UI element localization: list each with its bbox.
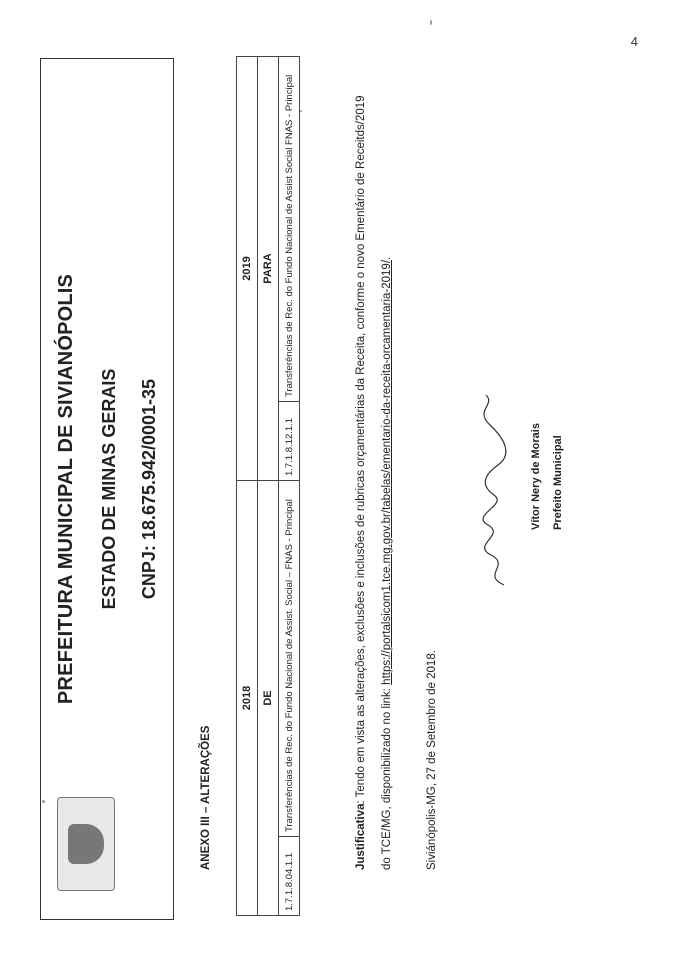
signatory-role: Prefeito Municipal <box>552 435 564 530</box>
code-to: 1.7.1.8.12.1.1 <box>279 402 300 481</box>
code-from: 1.7.1.8.04.1.1 <box>279 837 300 916</box>
table-row <box>279 57 300 916</box>
link-suffix: . <box>381 256 393 260</box>
justification-label: Justificativa <box>355 803 367 870</box>
state-title: ESTADO DE MINAS GERAIS <box>99 368 119 610</box>
letterhead <box>40 58 174 920</box>
municipality-title: PREFEITURA MUNICIPAL DE SIVIANÓPOLIS <box>55 273 77 705</box>
justification-text: : Tendo em vista as alterações, exclusões e inclusões de rubricas orçamentárias da Receita, conforme o novo Ementário de Receitds/2019 do TCE/MG, disponibilizado no link: <box>355 95 393 870</box>
changes-table <box>236 56 300 916</box>
cnpj: CNPJ: 18.675.942/0001-35 <box>139 378 159 600</box>
desc-from: Transferências de Rec. do Fundo Nacional de Assist. Social – FNAS - Principal <box>279 481 300 837</box>
label-to: PARA <box>258 57 279 481</box>
signature-icon <box>476 390 516 590</box>
signatory-name: Vítor Nery de Morais <box>530 423 542 530</box>
justification <box>348 80 400 870</box>
label-from: DE <box>258 481 279 916</box>
page-number: 4 <box>630 34 638 49</box>
desc-to: Transferências de Rec. do Fundo Nacional de Assist Social FNAS - Principal <box>279 57 300 402</box>
rotated-document <box>26 30 656 930</box>
year-to: 2019 <box>237 57 258 481</box>
year-from: 2018 <box>237 481 258 916</box>
ementario-link[interactable]: https://portalsicom1.tce.mg.gov.br/tabelas/ementario-da-receita-orcamentaria-2019/ <box>381 259 393 685</box>
date-line: Siviánópolis-MG, 27 de Setembro de 2018. <box>426 650 438 870</box>
scan-speck <box>430 20 432 25</box>
annex-title: ANEXO III – ALTERAÇÕES <box>200 725 212 870</box>
